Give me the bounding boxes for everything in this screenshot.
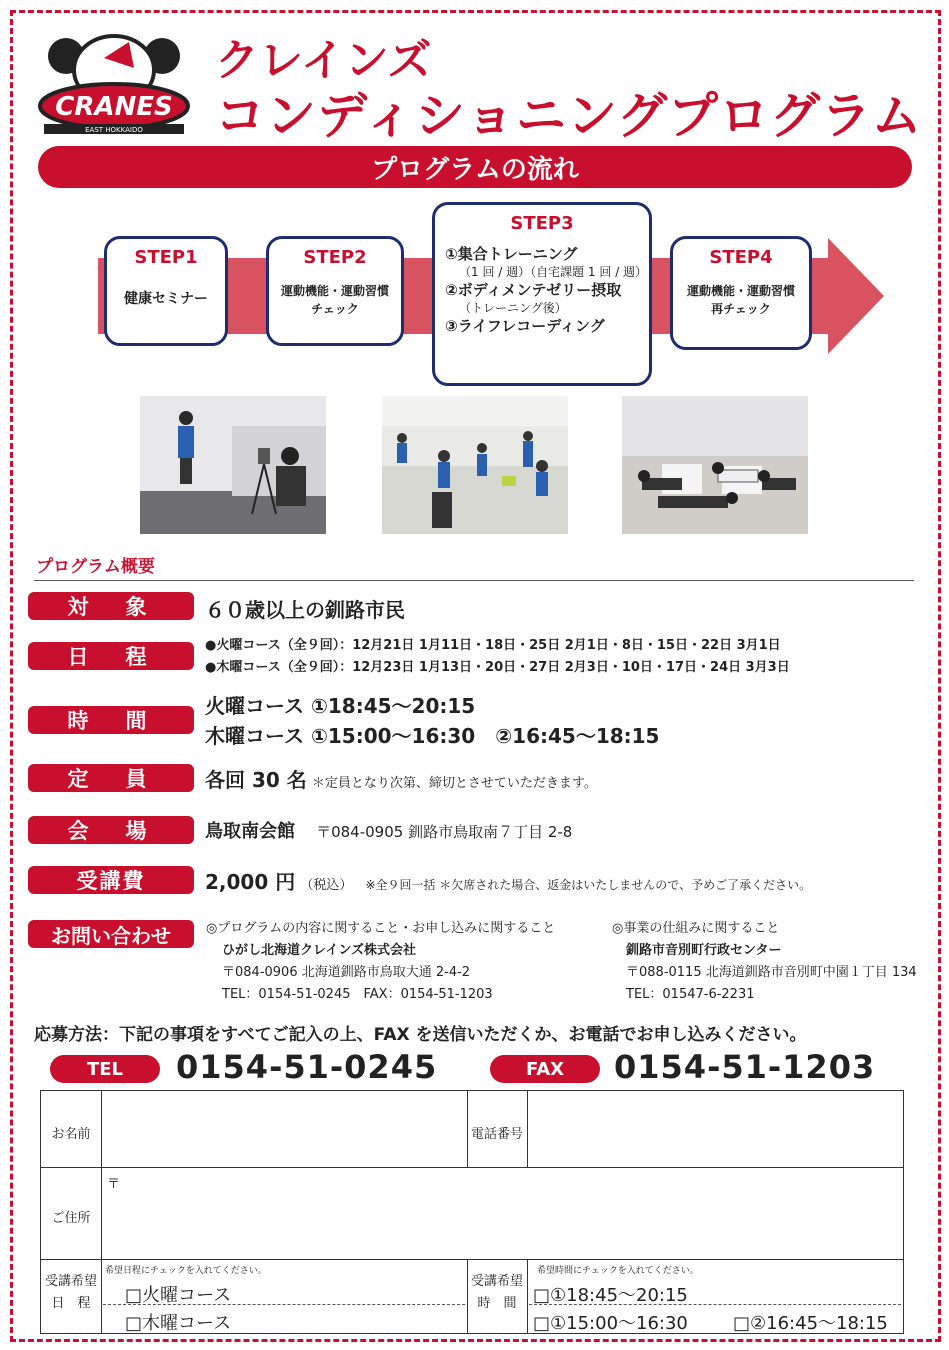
fee-note: ※全９回一括 ＊欠席された場合、返金はいたしませんので、予めご了承ください。 xyxy=(365,878,812,892)
target-value: ６０歳以上の釧路市民 xyxy=(205,598,405,622)
phone-field[interactable] xyxy=(529,1093,901,1165)
venue-row xyxy=(205,817,572,843)
step3-item1: ①集合トレーニング xyxy=(445,245,578,263)
tel-label: TEL xyxy=(50,1055,160,1083)
inquiry-right xyxy=(612,918,917,1006)
venue-address: 〒084-0905 釧路市鳥取南７丁目 2-8 xyxy=(316,823,573,841)
photo-group-training xyxy=(382,396,568,534)
address-label: ご住所 xyxy=(51,1211,91,1226)
photo-measurement xyxy=(140,396,326,534)
date-pref-label-2: 日 程 xyxy=(51,1296,91,1311)
svg-text:EAST HOKKAIDO: EAST HOKKAIDO xyxy=(85,126,143,134)
time-1645-checkbox[interactable]: □②16:45～18:15 xyxy=(733,1313,888,1334)
title-line2: コンディショニングプログラム xyxy=(215,87,923,145)
svg-text:CRANES: CRANES xyxy=(55,92,173,122)
inquiry-label: お問い合わせ xyxy=(28,920,194,948)
step2-text2: チェック xyxy=(311,302,359,316)
step3-label: STEP3 xyxy=(510,213,574,234)
date-pref-note: 希望日程にチェックを入れてください。 xyxy=(105,1266,267,1276)
schedule-label: 日 程 xyxy=(28,642,194,670)
fee-row xyxy=(205,866,811,895)
flow-heading: プログラムの流れ xyxy=(38,146,912,188)
application-form xyxy=(40,1090,904,1334)
time-tue: 火曜コース ①18:45～20:15 xyxy=(205,694,476,718)
step3-item2-sub: （トレーニング後） xyxy=(459,301,567,315)
fee-label: 受講費 xyxy=(28,866,194,894)
inquiry-right-contact: TEL：01547-6-2231 xyxy=(626,987,755,1002)
step3-box xyxy=(432,202,652,386)
name-field[interactable] xyxy=(103,1093,465,1165)
phone-label: 電話番号 xyxy=(470,1127,523,1142)
inquiry-left-topic: ◎プログラムの内容に関すること・お申し込みに関すること xyxy=(206,921,556,936)
step2-box xyxy=(266,236,404,346)
inquiry-right-org: 釧路市音別町行政センター xyxy=(626,943,782,958)
fax-number[interactable]: 0154-51-1203 xyxy=(614,1048,876,1086)
time-1500-checkbox[interactable]: □①15:00～16:30 xyxy=(533,1313,688,1334)
apply-instructions: 応募方法：下記の事項をすべてご記入の上、FAX を送信いただくか、お電話でお申し込みください。 xyxy=(34,1025,807,1045)
address-field[interactable] xyxy=(103,1169,901,1257)
step4-box xyxy=(670,236,812,350)
date-pref-label xyxy=(41,1271,101,1315)
time-1845-checkbox[interactable]: □①18:45～20:15 xyxy=(533,1285,688,1306)
overview-divider xyxy=(34,580,914,581)
fax-label: FAX xyxy=(490,1055,600,1083)
photo-plank-exercise xyxy=(622,396,808,534)
step3-item3: ③ライフレコーディング xyxy=(445,317,605,335)
step4-text1: 運動機能・運動習慣 xyxy=(686,284,795,298)
fee-tax: （税込） xyxy=(300,878,353,893)
time-label: 時 間 xyxy=(28,706,194,734)
tel-number[interactable]: 0154-51-0245 xyxy=(176,1048,438,1086)
postal-mark: 〒 xyxy=(107,1177,121,1192)
capacity-value: 各回 30 名 xyxy=(205,768,307,792)
step1-box xyxy=(104,236,228,346)
step3-item1-sub: （1 回 / 週）（自宅課題 1 回 / 週） xyxy=(459,265,648,279)
time-pref-label-2: 時 間 xyxy=(477,1296,517,1311)
fee-value: 2,000 円 xyxy=(205,870,296,894)
inquiry-left-org: ひがし北海道クレインズ株式会社 xyxy=(222,943,416,958)
capacity-label: 定 員 xyxy=(28,764,194,792)
inquiry-left xyxy=(206,918,555,1006)
step2-text1: 運動機能・運動習慣 xyxy=(280,284,389,298)
time-pref-label-1: 受講希望 xyxy=(470,1274,523,1289)
inquiry-left-contact: TEL：0154-51-0245 FAX：0154-51-1203 xyxy=(222,987,493,1002)
title-line1: クレインズ xyxy=(215,35,432,86)
step1-text: 健康セミナー xyxy=(124,291,208,307)
tuesday-course-checkbox[interactable]: □火曜コース xyxy=(125,1285,232,1306)
name-label: お名前 xyxy=(51,1127,91,1142)
date-pref-label-1: 受講希望 xyxy=(44,1274,97,1289)
step1-label: STEP1 xyxy=(134,247,198,268)
time-pref-note: 希望時間にチェックを入れてください。 xyxy=(537,1266,699,1276)
time-thu: 木曜コース ①15:00～16:30 ②16:45～18:15 xyxy=(205,724,660,748)
thursday-course-checkbox[interactable]: □木曜コース xyxy=(125,1313,232,1334)
step4-label: STEP4 xyxy=(709,247,773,268)
schedule-tue: ●火曜コース（全９回）：12月21日 1月11日・18日・25日 2月1日・8日・15日・22日 3月1日 xyxy=(205,638,781,653)
inquiry-left-address: 〒084-0906 北海道釧路市鳥取大通 2-4-2 xyxy=(222,965,471,980)
capacity-row xyxy=(205,764,597,793)
capacity-note: ＊定員となり次第、締切とさせていただきます。 xyxy=(311,776,597,791)
schedule-thu: ●木曜コース（全９回）：12月23日 1月13日・20日・27日 2月3日・10日・17日・24日 3月3日 xyxy=(205,660,790,675)
overview-heading: プログラム概要 xyxy=(36,557,155,577)
time-pref-label xyxy=(467,1271,527,1315)
step2-label: STEP2 xyxy=(303,247,367,268)
target-label: 対 象 xyxy=(28,592,194,620)
inquiry-right-topic: ◎事業の仕組みに関すること xyxy=(612,921,780,936)
venue-name: 鳥取南会館 xyxy=(205,821,295,842)
step4-text2: 再チェック xyxy=(711,302,771,316)
step3-item2: ②ボディメンテゼリー摂取 xyxy=(445,281,622,299)
cranes-logo xyxy=(34,28,194,140)
inquiry-right-address: 〒088-0115 北海道釧路市音別町中園１丁目 134 xyxy=(626,965,917,980)
venue-label: 会 場 xyxy=(28,816,194,844)
